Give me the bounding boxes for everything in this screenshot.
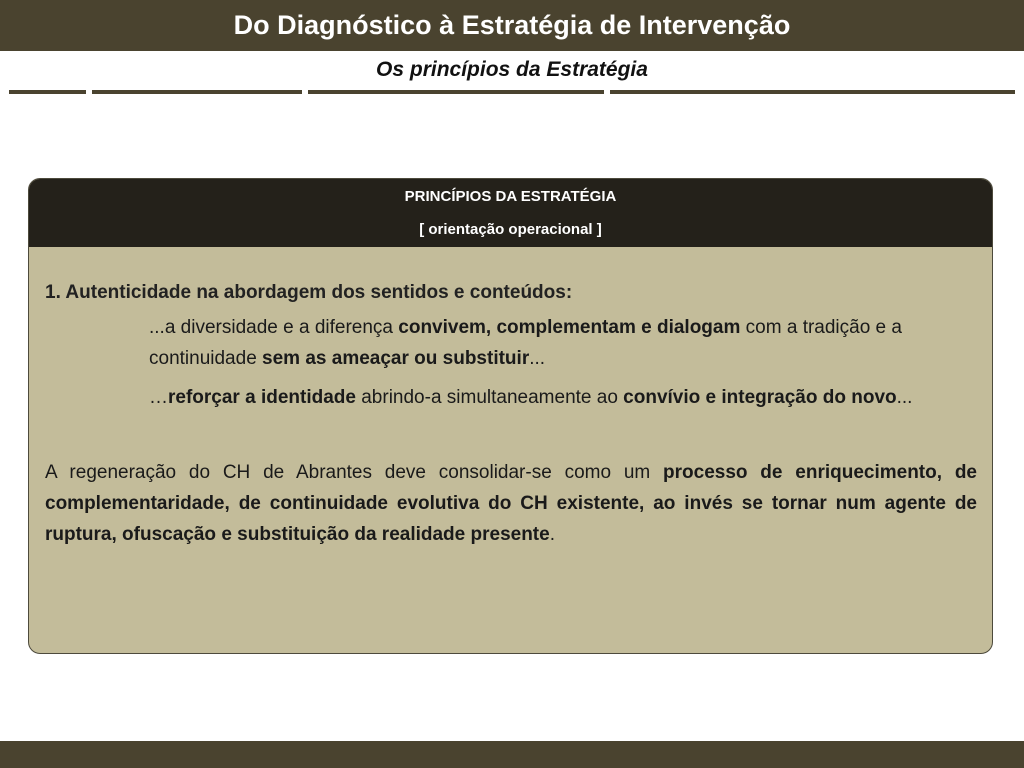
principle-title: 1. Autenticidade na abordagem dos sentidos e conteúdos: — [45, 282, 573, 303]
panel-content — [45, 277, 977, 550]
text-run: com a tradição e a continuidade — [149, 317, 902, 369]
footer-bar — [0, 741, 1024, 768]
text-run-bold: convívio e integração do novo — [623, 387, 897, 408]
principle-detail-1 — [149, 312, 949, 374]
divider-segment — [610, 90, 1015, 94]
slide-title-bar — [0, 0, 1024, 51]
text-run: ... — [529, 348, 546, 369]
text-run-bold: processo de enriquecimento, de complementaridade, de continuidade evolutiva do CH existente, ao invés se tornar num agente de ruptura, ofuscação e substituição da realidade presente — [45, 462, 977, 545]
panel-heading: PRINCÍPIOS DA ESTRATÉGIA — [404, 188, 617, 205]
text-run: abrindo-a simultaneamente ao — [355, 387, 624, 408]
text-run-bold: convivem, complementam e dialogam — [398, 317, 741, 338]
divider-segment — [9, 90, 86, 94]
principles-panel — [28, 178, 993, 654]
principle-detail-2 — [149, 382, 949, 413]
text-run: A regeneração do CH de Abrantes deve consolidar-se como um — [45, 462, 664, 483]
text-run: … — [149, 387, 168, 408]
panel-header — [29, 179, 992, 247]
slide-title: Do Diagnóstico à Estratégia de Intervenção — [233, 10, 791, 40]
divider-segment — [92, 90, 302, 94]
text-run-bold: sem as ameaçar ou substituir — [262, 348, 530, 369]
text-run: ... — [896, 387, 913, 408]
text-run-bold: reforçar a identidade — [168, 387, 356, 408]
divider-segment — [308, 90, 604, 94]
panel-subheading: [ orientação operacional ] — [419, 221, 602, 238]
text-run: . — [549, 524, 555, 545]
text-run: ...a diversidade e a diferença — [149, 317, 399, 338]
slide-subtitle: Os princípios da Estratégia — [376, 58, 648, 81]
summary-paragraph — [45, 457, 977, 550]
